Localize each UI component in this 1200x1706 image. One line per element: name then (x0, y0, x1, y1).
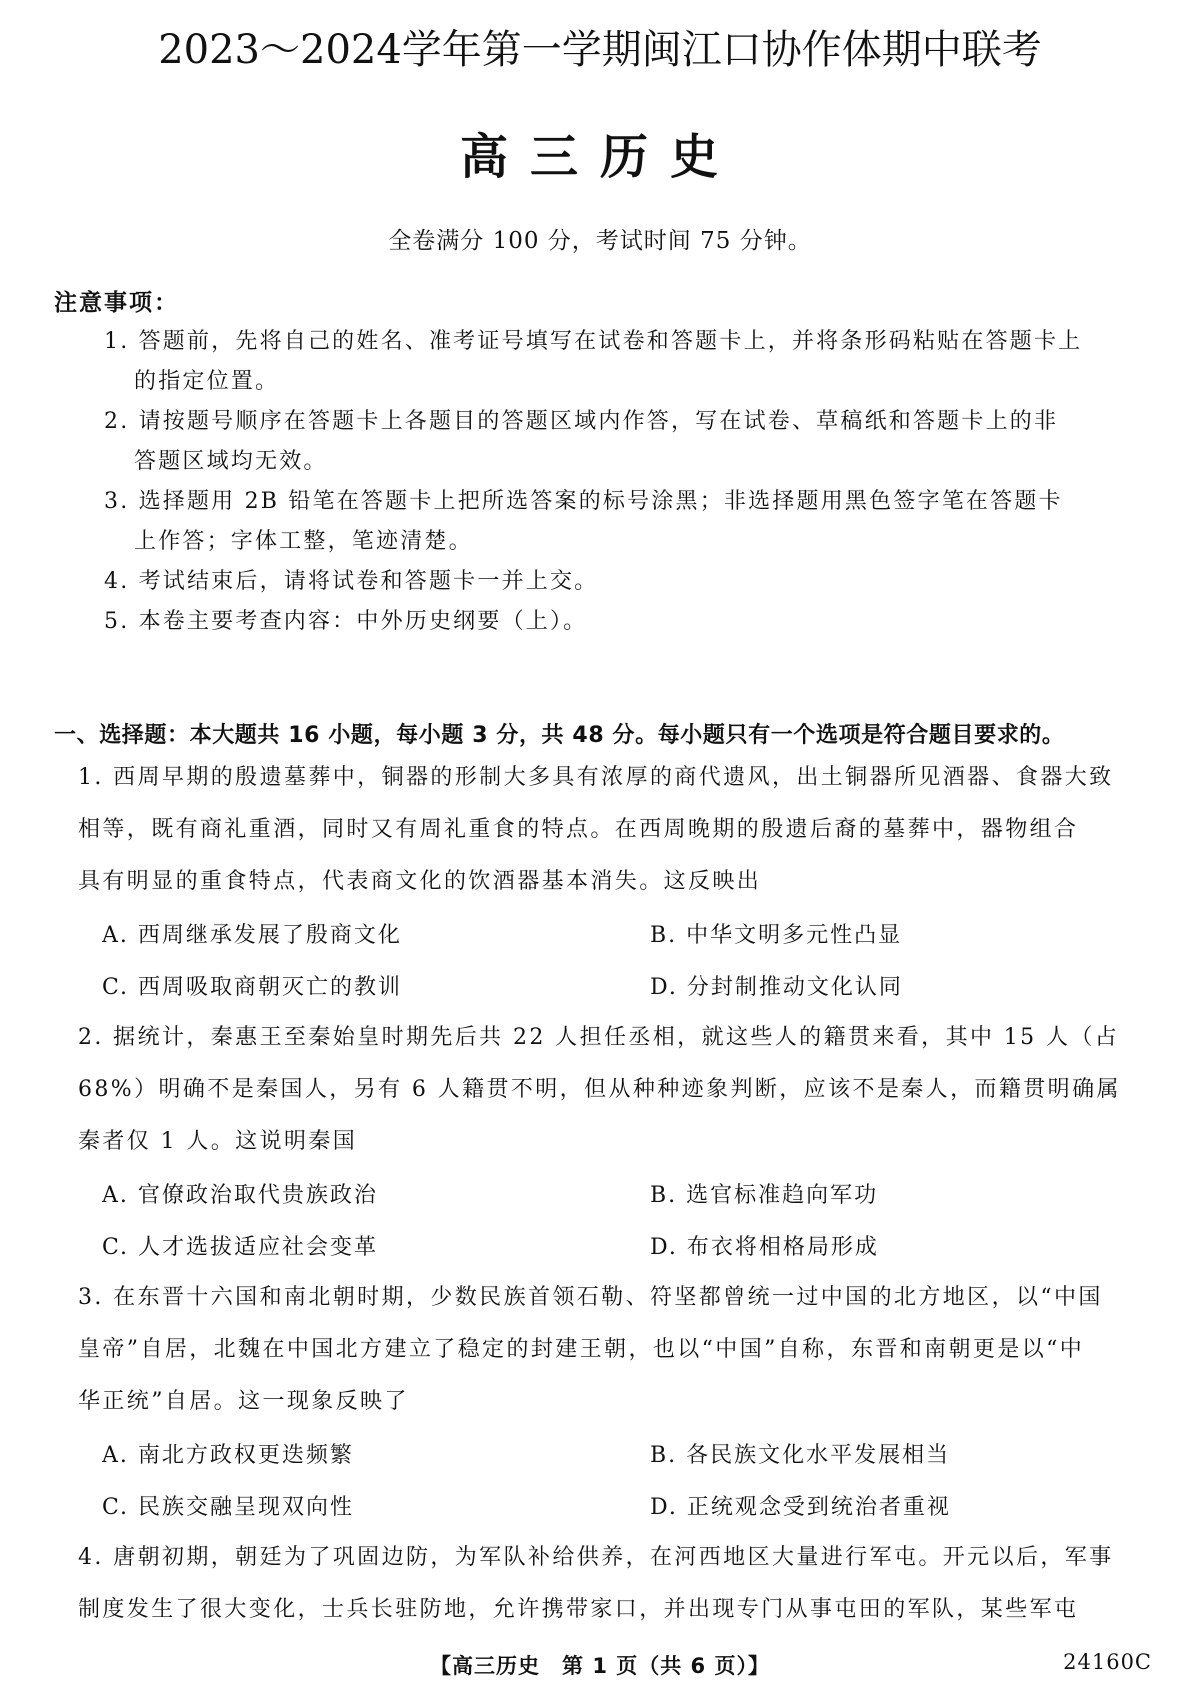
notice-item-text: 2. 请按题号顺序在答题卡上各题目的答题区域内作答，写在试卷、草稿纸和答题卡上的非 (104, 409, 1059, 434)
notice-item-cont: 答题区域均无效。 (134, 449, 328, 474)
notice-item-text: 3. 选择题用 2B 铅笔在答题卡上把所选答案的标号涂黑；非选择题用黑色签字笔在答题卡 (104, 489, 1063, 514)
notice-item (104, 482, 1154, 562)
question-2 (78, 1012, 1158, 1168)
option-d: D. 正统观念受到统治者重视 (650, 1495, 951, 1520)
option-a: A. 南北方政权更迭频繁 (102, 1443, 354, 1468)
question-line: 4. 唐朝初期，朝廷为了巩固边防，为军队补给供养，在河西地区大量进行军屯。开元以后，军事 (78, 1545, 1114, 1570)
question-line: 3. 在东晋十六国和南北朝时期，少数民族首领石勒、符坚都曾统一过中国的北方地区，以“中国 (78, 1285, 1103, 1310)
notice-item (104, 562, 1154, 602)
exam-info: 全卷满分 100 分，考试时间 75 分钟。 (388, 228, 812, 254)
option-c: C. 人才选拔适应社会变革 (102, 1235, 379, 1260)
question-4 (78, 1532, 1158, 1636)
option-b: B. 选官标准趋向军功 (650, 1183, 879, 1208)
notice-item-cont: 的指定位置。 (134, 369, 280, 394)
option-c: C. 民族交融呈现双向性 (102, 1495, 355, 1520)
option-c: C. 西周吸取商朝灭亡的教训 (102, 975, 403, 1000)
question-line: 具有明显的重食特点，代表商文化的饮酒器基本消失。这反映出 (78, 869, 762, 894)
question-line: 皇帝”自居，北魏在中国北方建立了稳定的封建王朝，也以“中国”自称，东晋和南朝更是以“中 (78, 1337, 1085, 1362)
footer-label: 【高三历史 第 1 页（共 6 页）】 (430, 1654, 770, 1678)
notice-item-cont: 上作答；字体工整，笔迹清楚。 (134, 529, 473, 554)
notice-item-text: 5. 本卷主要考查内容：中外历史纲要（上）。 (104, 609, 588, 634)
paper-code: 24160C (1063, 1650, 1152, 1674)
question-line: 1. 西周早期的殷遗墓葬中，铜器的形制大多具有浓厚的商代遗风，出土铜器所见酒器、食器大致 (78, 765, 1114, 790)
option-d: D. 分封制推动文化认同 (650, 975, 903, 1000)
option-a: A. 西周继承发展了殷商文化 (102, 923, 402, 948)
subject-title: 高三历史 (459, 129, 740, 185)
notice-item (104, 402, 1154, 482)
notice-item (104, 322, 1154, 402)
question-line: 华正统”自居。这一现象反映了 (78, 1389, 409, 1414)
exam-title: 2023～2024学年第一学期闽江口协作体期中联考 (158, 27, 1042, 73)
notice-item-text: 4. 考试结束后，请将试卷和答题卡一并上交。 (104, 569, 599, 594)
option-b: B. 中华文明多元性凸显 (650, 923, 903, 948)
question-1 (78, 752, 1158, 908)
question-line: 秦者仅 1 人。这说明秦国 (78, 1129, 358, 1154)
question-3 (78, 1272, 1158, 1428)
option-d: D. 布衣将相格局形成 (650, 1235, 879, 1260)
section-heading: 一、选择题：本大题共 16 小题，每小题 3 分，共 48 分。每小题只有一个选项是符合题目要求的。 (54, 723, 1065, 748)
notice-item-text: 1. 答题前，先将自己的姓名、准考证号填写在试卷和答题卡上，并将条形码粘贴在答题卡上 (104, 329, 1083, 354)
question-line: 制度发生了很大变化，士兵长驻防地，允许携带家口，并出现专门从事屯田的军队，某些军屯 (78, 1597, 1079, 1622)
notice-item (104, 602, 1154, 642)
page-footer (0, 1650, 1200, 1680)
notice-heading: 注意事项： (54, 290, 179, 316)
question-line: 相等，既有商礼重酒，同时又有周礼重食的特点。在西周晚期的殷遗后裔的墓葬中，器物组合 (78, 817, 1079, 842)
option-b: B. 各民族文化水平发展相当 (650, 1443, 951, 1468)
question-line: 68%）明确不是秦国人，另有 6 人籍贯不明，但从种种迹象判断，应该不是秦人，而籍贯明确属 (78, 1077, 1121, 1102)
question-line: 2. 据统计，秦惠王至秦始皇时期先后共 22 人担任丞相，就这些人的籍贯来看，其中 15 人（占 (78, 1025, 1120, 1050)
option-a: A. 官僚政治取代贵族政治 (102, 1183, 378, 1208)
